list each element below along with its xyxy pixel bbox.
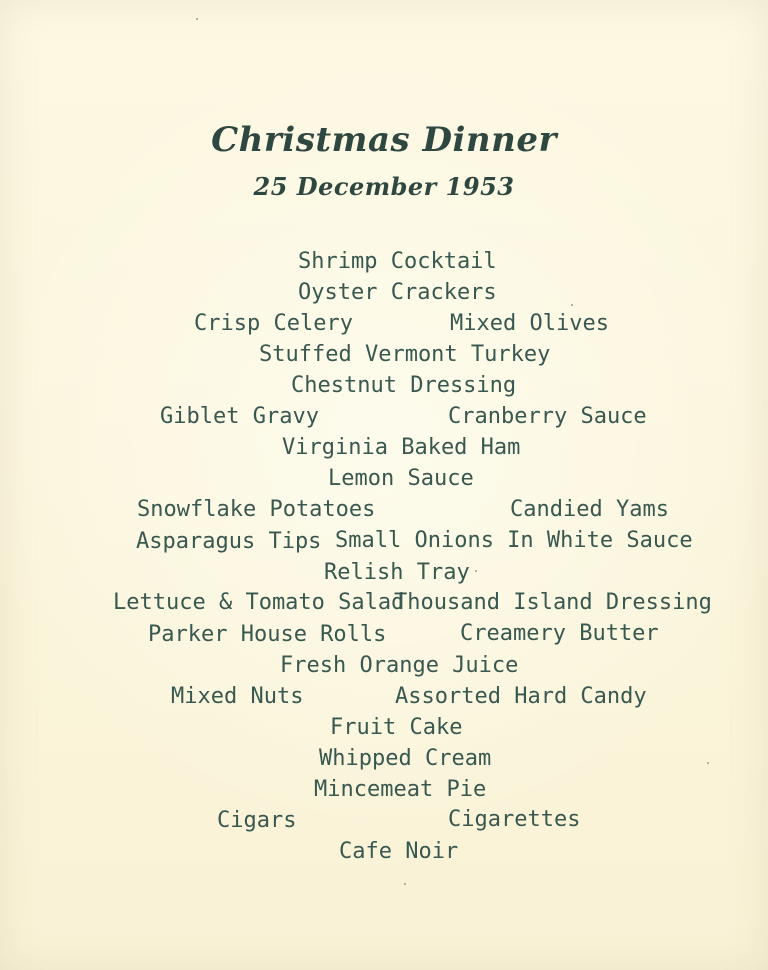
paper-speck bbox=[196, 18, 198, 20]
paper-speck bbox=[571, 304, 573, 306]
menu-item-parker-house-rolls: Parker House Rolls bbox=[148, 622, 387, 647]
menu-item-cigars: Cigars bbox=[217, 808, 297, 833]
menu-item-thousand-island-dressing: Thousand Island Dressing bbox=[394, 590, 712, 615]
menu-item-mincemeat-pie: Mincemeat Pie bbox=[314, 777, 487, 802]
menu-item-relish-tray: Relish Tray bbox=[324, 560, 470, 585]
menu-date: 25 December 1953 bbox=[253, 172, 515, 201]
menu-item-small-onions-in-white-sauce: Small Onions In White Sauce bbox=[335, 528, 693, 553]
menu-item-virginia-baked-ham: Virginia Baked Ham bbox=[282, 435, 521, 460]
menu-item-snowflake-potatoes: Snowflake Potatoes bbox=[137, 497, 376, 522]
menu-item-cafe-noir: Cafe Noir bbox=[339, 839, 459, 864]
menu-item-fruit-cake: Fruit Cake bbox=[330, 715, 463, 740]
menu-item-lemon-sauce: Lemon Sauce bbox=[328, 466, 474, 491]
menu-item-cranberry-sauce: Cranberry Sauce bbox=[448, 404, 647, 429]
menu-item-assorted-hard-candy: Assorted Hard Candy bbox=[395, 684, 647, 709]
menu-item-candied-yams: Candied Yams bbox=[510, 497, 669, 522]
menu-item-oyster-crackers: Oyster Crackers bbox=[298, 280, 497, 305]
menu-item-mixed-nuts: Mixed Nuts bbox=[171, 684, 304, 709]
paper-speck bbox=[404, 883, 406, 885]
menu-item-shrimp-cocktail: Shrimp Cocktail bbox=[298, 249, 497, 274]
paper-speck bbox=[707, 762, 709, 764]
paper-speck bbox=[475, 570, 477, 572]
menu-item-fresh-orange-juice: Fresh Orange Juice bbox=[280, 653, 519, 678]
menu-title: Christmas Dinner bbox=[211, 120, 557, 160]
menu-item-mixed-olives: Mixed Olives bbox=[450, 311, 609, 336]
menu-item-crisp-celery: Crisp Celery bbox=[194, 311, 353, 336]
menu-item-asparagus-tips: Asparagus Tips bbox=[136, 529, 322, 554]
menu-item-giblet-gravy: Giblet Gravy bbox=[160, 404, 319, 429]
menu-item-creamery-butter: Creamery Butter bbox=[460, 621, 659, 646]
menu-item-chestnut-dressing: Chestnut Dressing bbox=[291, 373, 517, 398]
menu-item-whipped-cream: Whipped Cream bbox=[319, 746, 492, 771]
menu-item-stuffed-vermont-turkey: Stuffed Vermont Turkey bbox=[259, 342, 551, 367]
menu-item-cigarettes: Cigarettes bbox=[448, 807, 581, 832]
menu-item-lettuce-tomato-salad: Lettuce & Tomato Salad bbox=[113, 590, 405, 615]
